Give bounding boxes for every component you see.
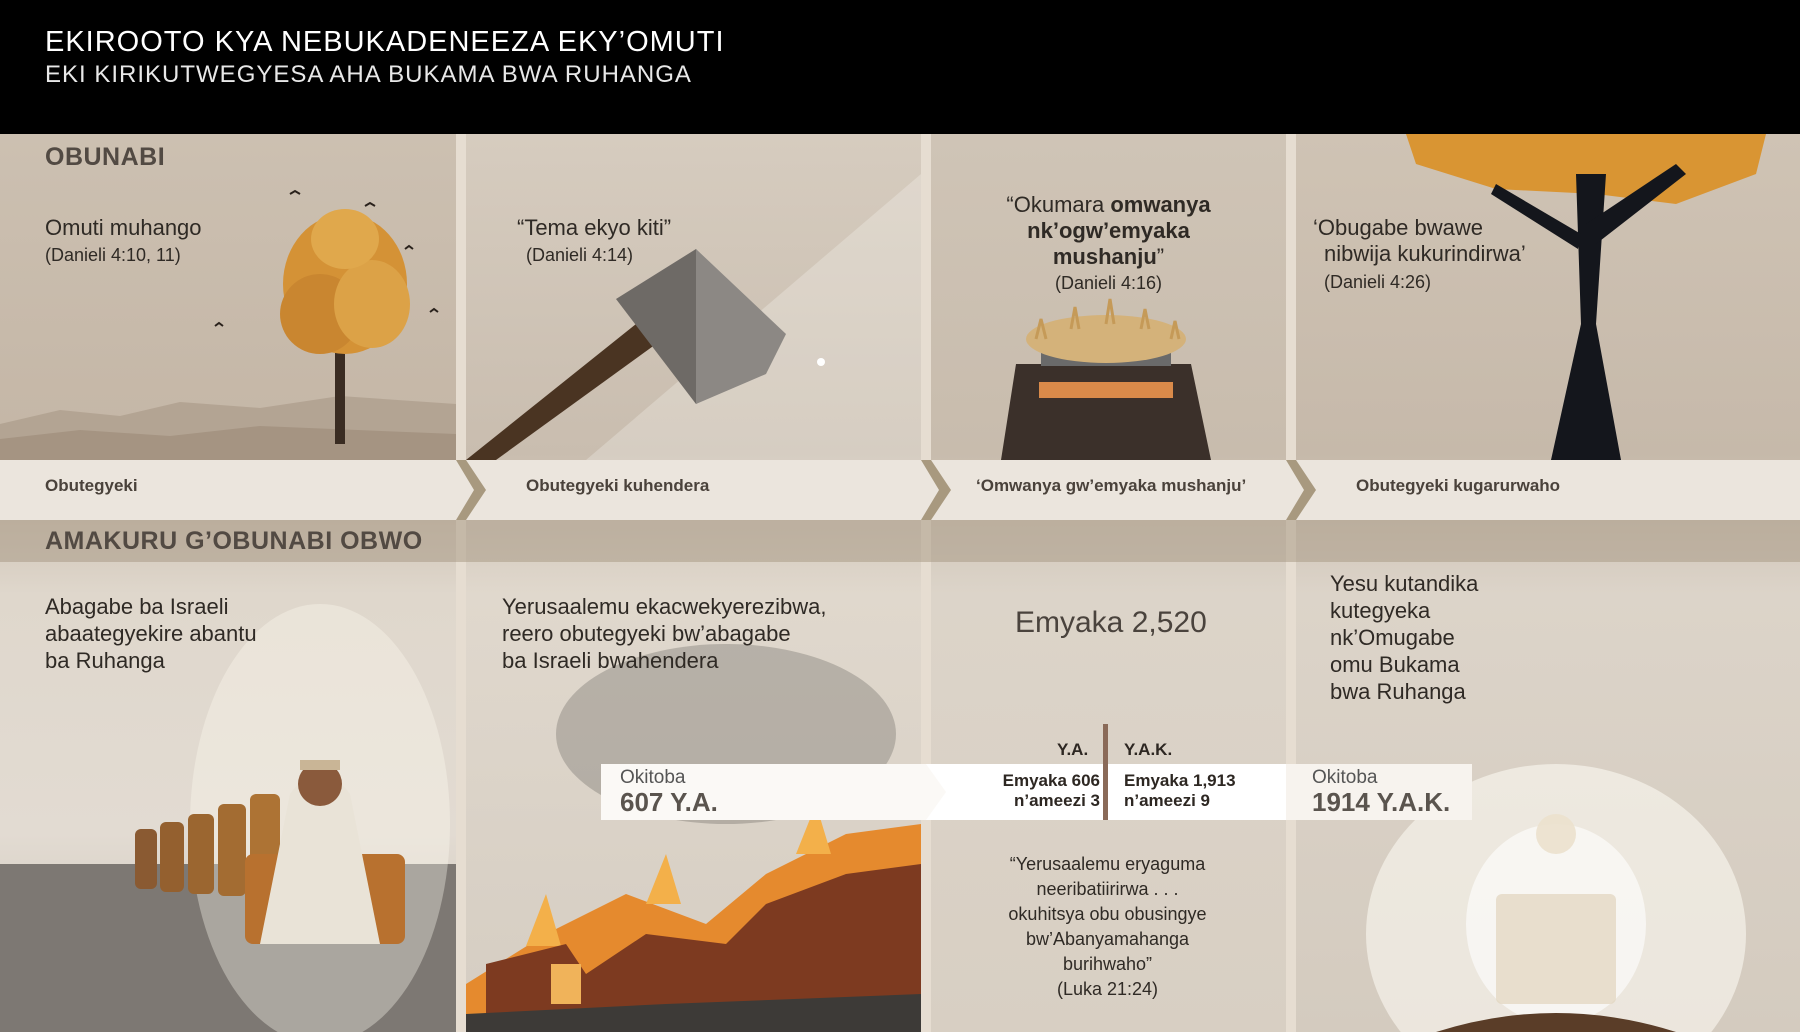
quote-line: (Luka 21:24) (1056, 979, 1159, 999)
quote-line: “Yerusaalemu eryaguma (1009, 854, 1206, 874)
fulfillment-line: Abagabe ba Israeli (45, 594, 229, 619)
quote-line: neeribatiirirwa . . . (1036, 879, 1179, 899)
end-year: 1914 Y.A.K. (1312, 787, 1451, 817)
fulfillment-line: bwa Ruhanga (1330, 679, 1466, 704)
caption-text: “Okumara (1006, 192, 1111, 217)
fulfillment-line: ba Ruhanga (45, 648, 165, 673)
span-before-era (1003, 771, 1100, 811)
tree-illustration (0, 134, 456, 1032)
panel-3-reference: (Danieli 4:16) (1054, 273, 1163, 293)
stage-label-4: Obutegyeki kugarurwaho (1356, 476, 1561, 495)
header-bar (0, 0, 1800, 134)
fulfillment-line: abaategyekire abantu (45, 621, 257, 646)
stage-label-3: ‘Omwanya gw’emyaka mushanju’ (976, 476, 1247, 495)
panel-tree (0, 134, 456, 1032)
column-divider (1286, 134, 1296, 1032)
caption-bold: mushanju (1052, 244, 1157, 269)
fulfillment-1 (45, 593, 257, 674)
panel-2-reference: (Danieli 4:14) (526, 245, 634, 265)
fulfillment-4 (1330, 570, 1478, 705)
caption-text: ” (1156, 244, 1165, 269)
timeline-end-box (1286, 764, 1472, 820)
era-divider (1103, 724, 1108, 820)
caption-bold: omwanya (1110, 192, 1211, 217)
panel-axe (466, 134, 921, 1032)
chevron-arrow (1286, 460, 1316, 520)
total-years-label: Emyaka 2,520 (1015, 606, 1207, 639)
fulfillment-line: Yerusaalemu ekacwekyerezibwa, (502, 594, 827, 619)
panel-4-caption-line-1: ‘Obugabe bwawe (1313, 215, 1484, 240)
timeline-start-box (601, 764, 926, 820)
column-divider (921, 134, 931, 1032)
section-title-fulfillment: AMAKURU G’OBUNABI OBWO (45, 527, 423, 555)
quote-line: okuhitsya obu obusingye (1008, 904, 1207, 924)
panel-4-reference: (Danieli 4:26) (1324, 272, 1432, 292)
span-after-era (1124, 771, 1236, 811)
chevron-arrow (926, 764, 946, 820)
section-title-prophecy: OBUNABI (45, 143, 166, 171)
start-month: Okitoba (620, 767, 686, 788)
fulfillment-line: nk’Omugabe (1330, 625, 1455, 650)
scripture-quote (995, 852, 1220, 1002)
span-line: Emyaka 606 (1002, 771, 1100, 790)
page-subtitle: EKI KIRIKUTWEGYESA AHA BUKAMA BWA RUHANGA (45, 61, 692, 88)
column-divider (456, 134, 466, 1032)
panel-1-reference: (Danieli 4:10, 11) (45, 245, 181, 265)
panel-2-caption: “Tema ekyo kiti” (517, 215, 672, 240)
caption-bold: nk’ogw’emyaka (1027, 218, 1190, 243)
fulfillment-line: ba Israeli bwahendera (502, 648, 719, 673)
quote-line: bw’Abanyamahanga (1025, 929, 1190, 949)
span-line: n’ameezi 3 (1014, 791, 1100, 810)
span-line: Emyaka 1,913 (1124, 771, 1236, 790)
stage-label-2: Obutegyeki kuhendera (526, 476, 710, 495)
page-title: EKIROOTO KYA NEBUKADENEEZA EKY’OMUTI (45, 26, 725, 58)
era-before-label: Y.A. (1057, 740, 1089, 759)
fulfillment-line: reero obutegyeki bw’abagabe (502, 621, 791, 646)
era-after-label: Y.A.K. (1124, 740, 1173, 759)
chevron-arrow (921, 460, 951, 520)
chevron-arrow (456, 460, 486, 520)
fulfillment-2 (502, 593, 826, 674)
fulfillment-line: omu Bukama (1330, 652, 1460, 677)
panel-1-caption: Omuti muhango (45, 215, 202, 240)
fulfillment-line: kutegyeka (1330, 598, 1431, 623)
panel-3-caption (931, 192, 1286, 270)
span-line: n’ameezi 9 (1124, 791, 1210, 810)
fulfillment-line: Yesu kutandika (1330, 571, 1479, 596)
panel-4-caption-line-2: nibwija kukurindirwa’ (1324, 241, 1526, 266)
end-month: Okitoba (1312, 767, 1378, 788)
axe-illustration (466, 134, 921, 1032)
stage-label-1: Obutegyeki (45, 476, 138, 495)
start-year: 607 Y.A. (620, 787, 718, 817)
quote-line: burihwaho” (1062, 954, 1153, 974)
